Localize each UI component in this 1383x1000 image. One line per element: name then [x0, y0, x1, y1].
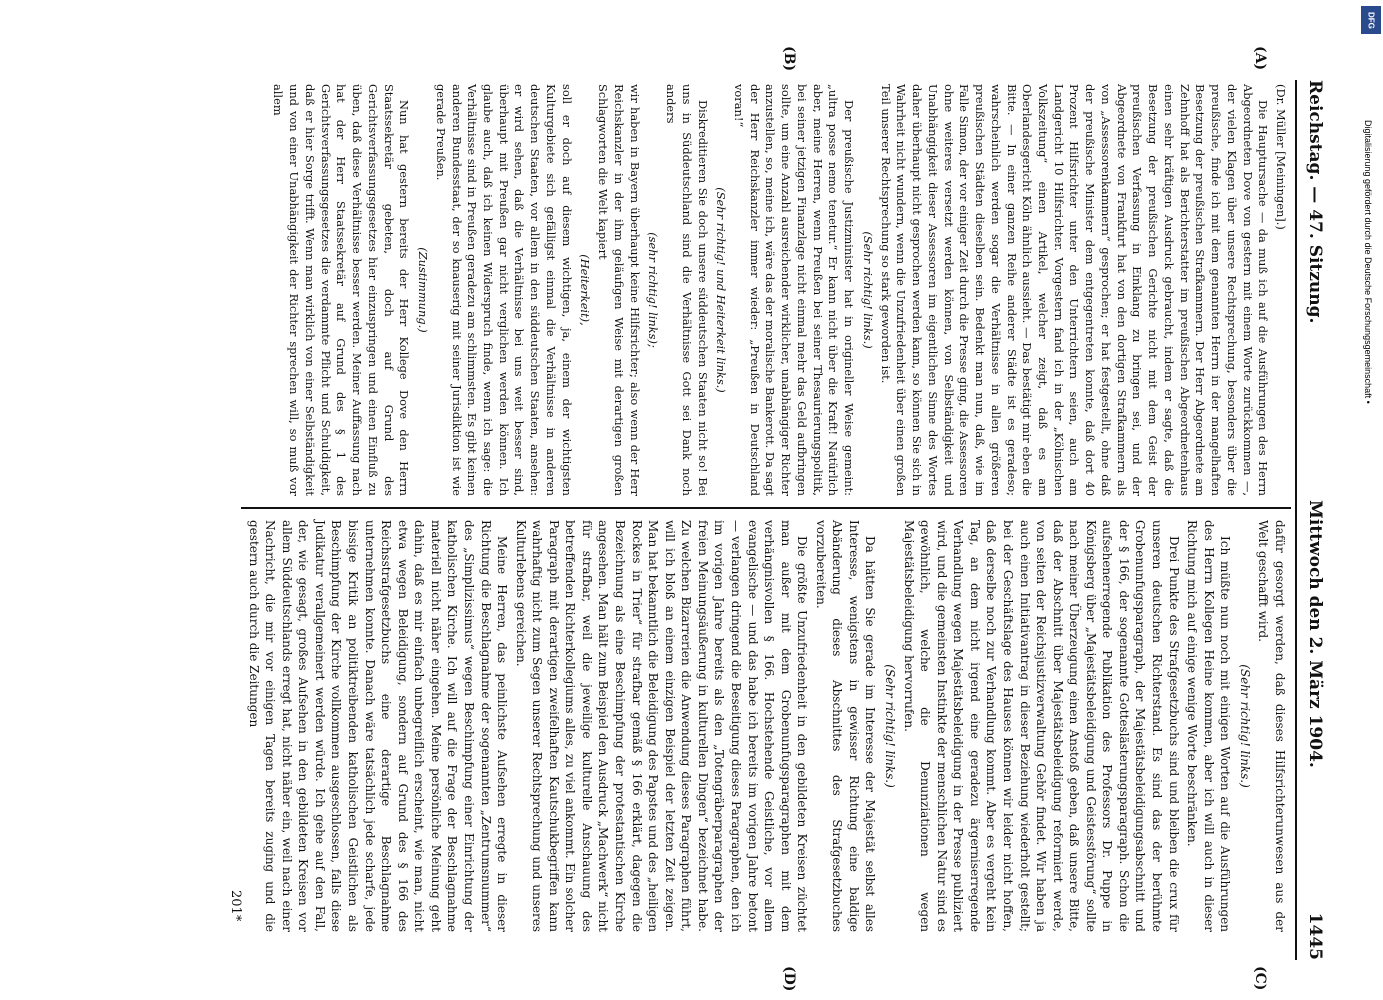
paragraph: Da hätten Sie gerade im Interesse der Majestät selbst alles Interesse, wenigstens in gewisser Richtung eine baldige Abänderung dieses Abschnittes des Strafgesetzbuches vorzubereiten. — [813, 520, 878, 932]
paragraph: (Dr. Müller [Meiningen].) — [1274, 84, 1288, 230]
interjection: (Sehr richtig! und Heiterkeit links.) — [714, 187, 729, 393]
running-head — [1299, 80, 1325, 960]
header-rule — [1295, 80, 1297, 960]
digitization-note: Digitalisierung gefördert durch die Deutsche Forschungsgemeinschaft • — [1363, 120, 1373, 404]
right-column — [243, 520, 1288, 932]
header-page-number: 1445 — [1305, 912, 1325, 960]
dfg-logo: DFG — [1361, 6, 1381, 34]
interjection: (Sehr richtig! links.) — [860, 231, 875, 349]
margin-letter-a: (A) — [1252, 46, 1268, 71]
interjection: (Heiterkeit), — [578, 254, 593, 326]
left-column — [268, 84, 1288, 496]
interjection: (Sehr richtig! links.) — [883, 664, 898, 788]
paragraph: Ich müßte nun noch mit einigen Worten auf die Ausführungen des Herrn Kollegen Heine kommen, aber ich will auch in dieser Richtung mich auf einige wenige Worte beschränken. — [1185, 520, 1233, 932]
paragraph: soll er doch auf diesem wichtigen, ja, einem der wichtigsten Kulturgebiete sich gefälligst einmal die Verhältnisse in anderen deutschen Staaten, vor allem in den süddeutschen Staaten, ansehen: er wird sehen, daß die Verhältnisse bei uns weit besser sind, überhaupt mit Preußen gar nicht verglichen werden können. Ich glaube auch, daß ich keinen Widerspruch finde, wenn ich sage: die Verhältnisse sind in Preußen geradezu am schlimmsten. Es gibt keinen anderen Bundesstaat, der so knauserig mit seiner Jurisdiktion ist wie gerade Preußen. — [433, 84, 574, 496]
margin-letter-b: (B) — [781, 46, 797, 72]
paragraph: Meine Herren, das peinlichste Aufsehen erregte in dieser Richtung die Beschlagnahme der sogenannten „Zentrumsnummer“ des „Simplizissimus“ wegen Beschimpfung einer Einrichtung der katholischen Kirche. Ich will auf die Frage der Beschlagnahme materiell nicht näher eingehen. Meine persönliche Meinung geht dahin, daß es mir einfach unbegreiflich erscheint, wie man, nicht etwa wegen Beleidigung, sondern auf Grund des § 166 des Reichsstrafgesetzbuchs eine derartige Beschlagnahme unternehmen konnte. Danach wäre tatsächlich jede scharfe, jede bissige Kritik an politiktreibenden katholischen Geistlichen als Beschimpfung der Kirche vollkommen ausgeschlossen, falls diese Judikatur verallgemeinert werden würde. Ich gehe auf den Fall, der, wie gesagt, großes Aufsehen in den gebildeten Kreisen vor allem Süddeutschlands erregt hat, nicht näher ein, weil nach einer Nachricht, die mir vor einigen Tagen bereits zuging und die gestern auch durch die Zeitungen — [246, 520, 510, 932]
paragraph: Nun hat gestern bereits der Herr Kollege Dove den Herrn Staatssekretär gebeten, doch auf Grund des Gerichtsverfassungsgesetzes hier einzuspringen und einen Einfluß zu üben, daß diese Verhältnisse besser werden. Meiner Auffassung nach hat der Herr Staatssekretär auf Grund des § 1 des Gerichtsverfassungsgesetzes die verdammte Pflicht und Schuldigkeit, daß er hier Sorge trifft. Wenn man wirklich von einer Selbständigkeit und von einer Unabhängigkeit der Richter sprechen will, so muß vor allem — [271, 84, 412, 496]
footer-page-number: 201* — [228, 890, 243, 922]
header-left: Reichstag. — 47. Sitzung. — [1305, 80, 1325, 324]
interjection: (Zustimmung.) — [416, 247, 431, 333]
paragraph: Die größte Unzufriedenheit in den gebildeten Kreisen züchtet man außer mit dem Grobenunfugsparagraphen mit dem verhängnisvollen § 166. Hochstehende Geistliche, vor allem evangelische — und das habe ich bereits im vorigen Jahre betont — verlangen dringend die Beseitigung dieses Paragraphen, den ich im vorigen Jahre bereits als den „Totengräberparagraphen der freien Meinungsäußerung in kulturellen Dingen“ bezeichnet habe. Zu welchen Bizarrerien die Anwendung dieses Paragraphen führt, will ich bloß an einem einzigen Beispiel der letzten Zeit zeigen. Man hat bekanntlich die Beleidigung des Papstes und des „heiligen Rockes in Trier“ für strafbar gemäß § 166 erklärt, dagegen die Bezeichnung als eine Beschimpfung der protestantischen Kirche angesehen. Man hält zum Beispiel den Ausdruck „Machwerk“ nicht für strafbar, weil die jeweilige kulturelle Anschauung des betreffenden Richterkollegiums alles, zu viel ankommt. Ein solcher Paragraph mit derartigen zweifelhaften Kautschukbegriffen kann wahrhaftig nicht zum Segen unserer Rechtsprechung und unseres Kulturlebens gereichen. — [513, 520, 810, 932]
interjection: (Sehr richtig! links.) — [1237, 664, 1252, 788]
interjection: (sehr richtig! links); — [646, 232, 661, 348]
paragraph: dafür gesorgt werden, daß dieses Hilfsrichterunwesen aus der Welt geschafft wird. — [1256, 520, 1287, 932]
margin-letter-c: (C) — [1252, 966, 1268, 991]
paragraph: Diskreditieren Sie doch unsere süddeutschen Staaten nicht so! Bei uns in Süddeutschland sind die Verhältnisse Gott sei Dank noch anders — [664, 84, 710, 496]
header-date: Mittwoch den 2. März 1904. — [1305, 500, 1325, 768]
column-divider — [241, 507, 1291, 509]
paragraph: wir haben in Bayern überhaupt keine Hilfsrichter; also wenn der Herr Reichskanzler in der ihm geläufigen Weise mit derartigen großen Schlagworten die Welt kapiert — [596, 84, 642, 496]
paragraph: Der preußische Justizminister hat in origineller Weise gemeint: „ultra posse nemo tenetur.“ Er kann nicht über die Kraft! Natürlich aber, meine Herren, wenn Preußen bei seiner Thesaurierungspolitik, bei seiner jetzigen Finanzlage nicht einmal mehr das Geld aufbringen sollte, um eine Anzahl ausreichender wirklicher, unabhängiger Richter anzustellen, so, meine ich, wäre das der moralische Bankerott. Da sagt der Herr Reichskanzler immer wieder: „Preußen in Deutschland voran!“ — [732, 84, 857, 496]
margin-letter-d: (D) — [781, 966, 797, 992]
paragraph: Drei Punkte des Strafgesetzbuchs sind und bleiben die crux für unseren deutschen Richterstand. Es sind das der berühmte Grobenunfugsparagraph, der Majestätsbeleidigungsabschnitt und der § 166, der sogenannte Gotteslästerungsparagraph. Schon die aufsehenerregende Publikation des Professors Dr. Puppe in Königsberg über „Majestätsbeleidigung und Geistesstörung“ sollte nach meiner Überzeugung einen Anstoß geben, daß unsere Bitte, daß der Abschnitt über Majestätsbeleidigung reformiert werde, von seiten der Reichsjustizverwaltung Gehör findet. Wir haben ja auch einen Initiativantrag in dieser Beziehung wiederholt gestellt; bei der Geschäftslage des Hauses können wir leider nicht hoffen, daß derselbe noch zur Verhandlung kommt. Aber es vergeht kein Tag, an dem nicht irgend eine geradezu ärgerniserregende Verhandlung wegen Majestätsbeleidigung in der Presse publiziert wird, und die gemeinsten Instinkte der menschlichen Natur sind es gewöhnlich, welche die Denunziationen wegen Majestätsbeleidigung hervorrufen. — [901, 520, 1181, 932]
paragraph: Die Hauptursache — da muß ich auf die Ausführungen des Herrn Abgeordneten Dove von gestern mit einem Worte zurückkommen —, der vielen Klagen über unsere Rechtsprechung, besonders über die preußische, finde ich mit dem genannten Herrn in der mangelhaften Besetzung der preußischen Strafkammern. Der Herr Abgeordnete am Zehnhoff hat als Berichterstatter im preußischen Abgeordnetenhaus einen sehr kräftigen Ausdruck gebraucht, indem er sagte, daß die Besetzung der preußischen Gerichte nicht mit dem Geist der preußischen Verfassung in Einklang zu bringen sei, und der Abgeordnete von Frankfurt hat von den dortigen Strafkammern als von „Assessorenkammern“ gesprochen; er hat festgestellt, ohne daß der preußische Minister dem entgegentreten konnte, daß dort 40 Prozent Hilfsrichter unter den Unterrichtern seien, auch am Landgericht 10 Hilfsrichter. Vorgestern fand ich in der „Kölnischen Volkszeitung“ einen Artikel, welcher zeigt, daß es am Oberlandesgericht Köln ähnlich aussieht. — Das bestätigt mir eben die Bitte. — In einer ganzen Reihe anderer Städte ist es geradeso; wahrscheinlich werden sogar die Verhältnisse in allen größeren preußischen Städten dieselben sein. Bedenkt man nun, daß, wie im Falle Simon, der vor einiger Zeit durch die Presse ging, die Assessoren ohne weiteres versetzt werden können, von Selbständigkeit und Unabhängigkeit dieser Assessoren im eigentlichen Sinne des Wortes daher überhaupt nicht gesprochen werden kann, so können Sie sich in Wahrheit nicht wundern, wenn die Unzufriedenheit über einen großen Teil unserer Rechtsprechung so stark geworden ist. — [878, 84, 1271, 496]
